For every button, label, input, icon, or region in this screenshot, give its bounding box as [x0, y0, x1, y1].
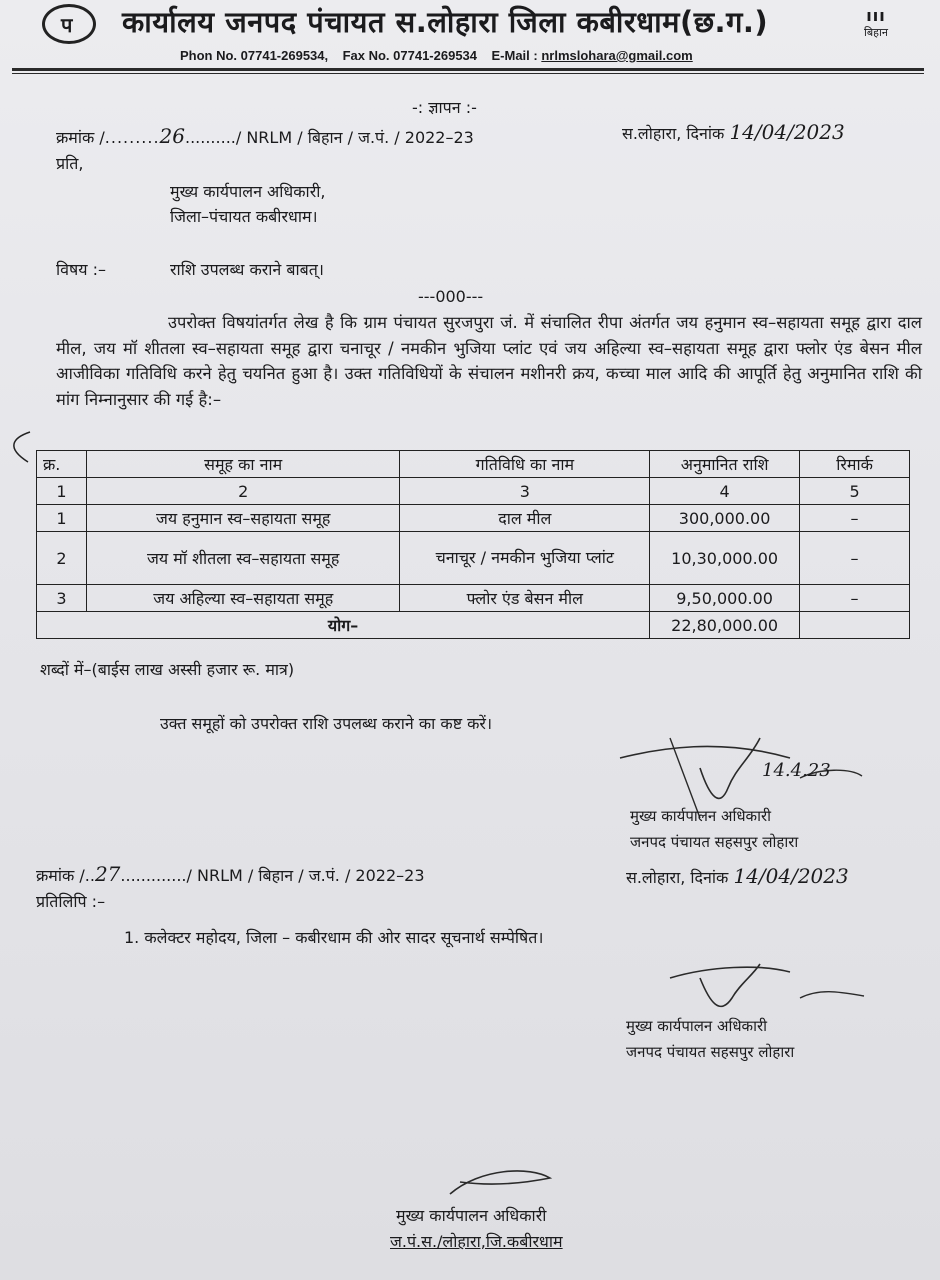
bihan-emblem [850, 6, 902, 40]
header-cell: रिमार्क [800, 451, 910, 478]
column-number: 4 [650, 478, 800, 505]
column-number: 5 [800, 478, 910, 505]
copy-ref-number: 27 [94, 862, 121, 886]
row-remark: – [800, 532, 910, 585]
row-serial: 2 [37, 532, 87, 585]
emblem-dots: ııı [866, 6, 886, 25]
email-address: nrlmslohara@gmail.com [541, 48, 693, 63]
table-row [37, 505, 910, 532]
copy-reference-line: क्रमांक /..27............./ NRLM / बिहान / ज.पं. / 2022–23 [36, 862, 425, 886]
copy-ref-suffix: / NRLM / बिहान / ज.पं. / 2022–23 [186, 866, 425, 885]
row-group: जय हनुमान स्व–सहायता समूह [86, 505, 400, 532]
header-cell: अनुमानित राशि [650, 451, 800, 478]
copy-label: प्रतिलिपि :– [36, 892, 106, 911]
reference-line: क्रमांक /.........26........../ NRLM / बिहान / ज.पं. / 2022–23 [56, 124, 474, 148]
fax-number: Fax No. 07741-269534 [342, 48, 478, 63]
signature1-title: मुख्य कार्यपालन अधिकारी [630, 807, 771, 825]
email-label: E-Mail : [491, 48, 538, 63]
row-serial: 3 [37, 585, 87, 612]
row-amount: 10,30,000.00 [650, 532, 800, 585]
table-header-row [37, 451, 910, 478]
header-rule [12, 68, 924, 71]
copy-date: 14/04/2023 [733, 864, 849, 888]
subject-label: विषय :– [56, 260, 107, 279]
signature-date: 14.4.23 [762, 760, 831, 781]
header-cell: समूह का नाम [86, 451, 400, 478]
contact-line [180, 48, 693, 63]
addressee-line2: जिला–पंचायत कबीरधाम। [170, 207, 318, 226]
column-number-row [37, 478, 910, 505]
logo-letter: प [61, 13, 73, 37]
row-serial: 1 [37, 505, 87, 532]
body-text: उपरोक्त विषयांतर्गत लेख है कि ग्राम पंचायत सुरजपुरा जं. में संचालित रीपा अंतर्गत जय हनुमान स्व–सहायता समूह द्वारा दाल मील, जय मॉ शीतला स्व–सहायता समूह द्वारा चनाचूर / नमकीन भुजिया प्लांट एवं जय अहिल्या स्व–सहायता समूह द्वारा फ्लोर एंड बेसन मील आजीविका गतिविधि करने हेतु चयनित हुआ है। उक्त गतिविधियों के संचालन मशीनरी क्रय, कच्चा माल आदि की आपूर्ति हेतु अनुमानित राशि की मांग निम्नानुसार की गई है:– [56, 313, 922, 409]
signature1-office: जनपद पंचायत सहसपुर लोहारा [630, 833, 799, 851]
row-group: जय मॉ शीतला स्व–सहायता समूह [86, 532, 400, 585]
body-paragraph [56, 310, 922, 412]
phone-number: Phon No. 07741-269534, [180, 48, 329, 63]
amount-in-words: शब्दों में–(बाईस लाख अस्सी हजार रू. मात्र) [40, 660, 295, 679]
ref-suffix: / NRLM / बिहान / ज.पं. / 2022–23 [235, 128, 474, 147]
panchayat-logo [42, 4, 96, 44]
table-row [37, 532, 910, 585]
place-date [622, 120, 845, 144]
copy-item-1: 1. कलेक्टर महोदय, जिला – कबीरधाम की ओर सादर सूचनार्थ सम्पेषित। [124, 928, 544, 947]
column-number: 2 [86, 478, 400, 505]
request-line: उक्त समूहों को उपरोक्त राशि उपलब्ध कराने का कष्ट करें। [160, 714, 493, 733]
header-cell: क्र. [37, 451, 87, 478]
total-remark [800, 612, 910, 639]
subject-text: राशि उपलब्ध कराने बाबत्। [170, 260, 324, 279]
signature3-title: मुख्य कार्यपालन अधिकारी [396, 1206, 547, 1225]
copy-place-date [626, 864, 849, 888]
ref-number: 26 [159, 124, 185, 148]
row-activity: चनाचूर / नमकीन भुजिया प्लांट [400, 532, 650, 585]
signature3-office: ज.पं.स./लोहारा,जि.कबीरधाम [390, 1232, 563, 1251]
signature2-title: मुख्य कार्यपालन अधिकारी [626, 1017, 767, 1035]
signature2-office: जनपद पंचायत सहसपुर लोहारा [626, 1043, 795, 1061]
office-title: कार्यालय जनपद पंचायत स.लोहारा जिला कबीरधाम(छ.ग.) [122, 5, 769, 39]
place-date-label: स.लोहारा, दिनांक [622, 124, 725, 143]
signature-scrawl-3 [440, 1164, 560, 1204]
copy-ref-prefix: क्रमांक / [36, 866, 85, 885]
memo-heading: -: ज्ञापन :- [412, 98, 477, 117]
column-number: 3 [400, 478, 650, 505]
ref-prefix: क्रमांक / [56, 128, 105, 147]
header-rule-thin [12, 73, 924, 74]
row-remark: – [800, 585, 910, 612]
copy-place-date-label: स.लोहारा, दिनांक [626, 868, 729, 887]
addressee-line1: मुख्य कार्यपालन अधिकारी, [170, 182, 326, 201]
separator: ---000--- [418, 287, 484, 306]
column-number: 1 [37, 478, 87, 505]
header-cell: गतिविधि का नाम [400, 451, 650, 478]
row-amount: 300,000.00 [650, 505, 800, 532]
row-activity: दाल मील [400, 505, 650, 532]
row-group: जय अहिल्या स्व–सहायता समूह [86, 585, 400, 612]
row-activity: फ्लोर एंड बेसन मील [400, 585, 650, 612]
to-label: प्रति, [56, 154, 84, 173]
emblem-label: बिहान [864, 26, 888, 39]
total-amount: 22,80,000.00 [650, 612, 800, 639]
total-label: योग– [37, 612, 650, 639]
row-amount: 9,50,000.00 [650, 585, 800, 612]
total-row [37, 612, 910, 639]
table-row [37, 585, 910, 612]
margin-mark [0, 428, 36, 468]
row-remark: – [800, 505, 910, 532]
memo-date: 14/04/2023 [729, 120, 845, 144]
demand-table [36, 450, 910, 639]
